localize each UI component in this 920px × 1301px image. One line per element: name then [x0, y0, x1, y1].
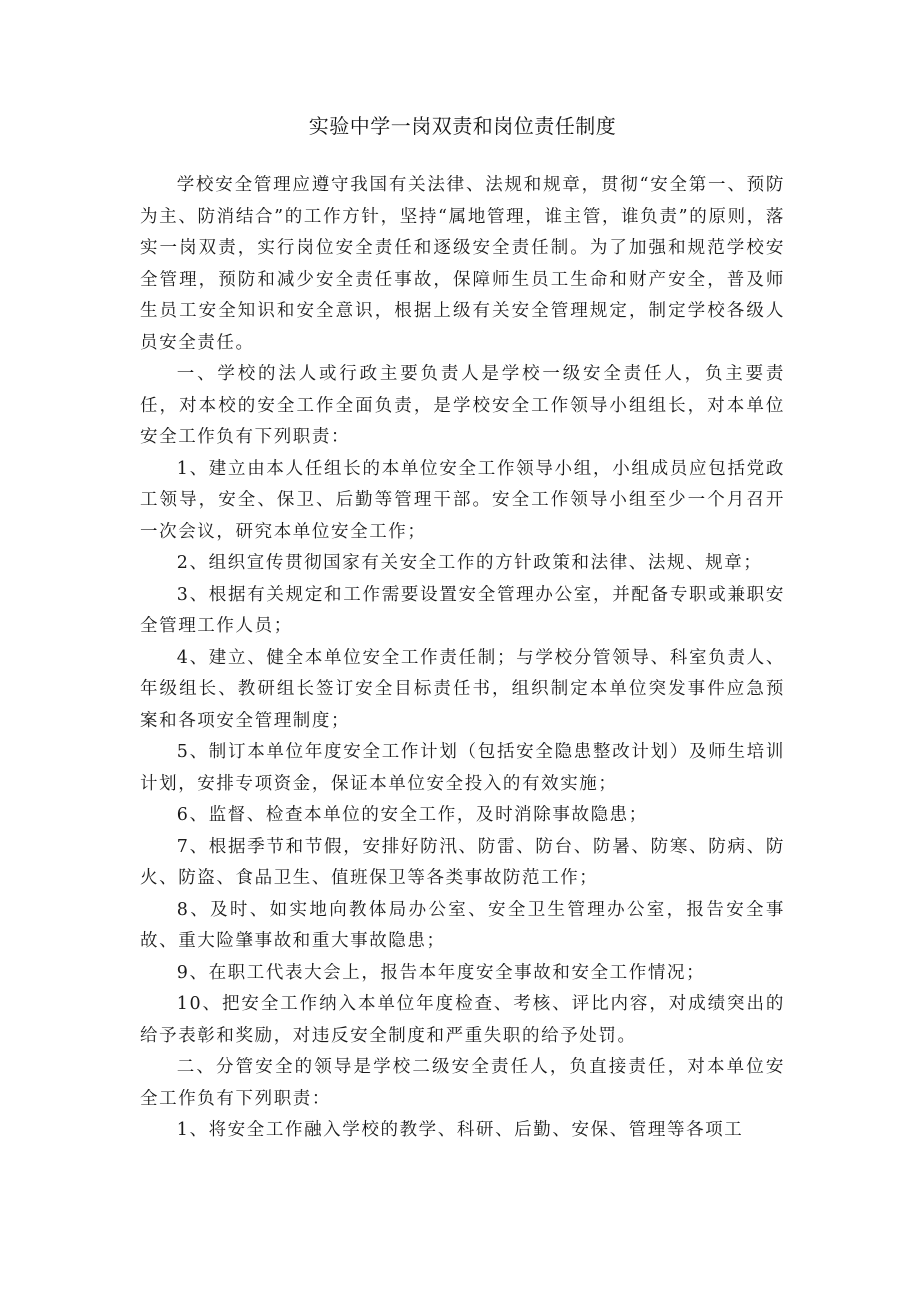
section-1-item-6: 6、监督、检查本单位的安全工作，及时消除事故隐患； [176, 805, 648, 825]
document-page [140, 106, 785, 1147]
section-1-item-4: 4、建立、健全本单位安全工作责任制；与学校分管领导、科室负责人、年级组长、教研组长签订安全目标责任书，组织制定本单位突发事件应急预案和各项安全管理制度； [140, 647, 785, 731]
section-1-item-9: 9、在职工代表大会上，报告本年度安全事故和安全工作情况； [176, 962, 706, 983]
section-1-item-5: 5、制订本单位年度安全工作计划（包括安全隐患整改计划）及师生培训计划，安排专项资金，保证本单位安全投入的有效实施； [140, 742, 785, 794]
section-1-item-2: 2、组织宣传贯彻国家有关安全工作的方针政策和法律、法规、规章； [176, 553, 763, 573]
section-2-heading-paragraph: 二、分管安全的领导是学校二级安全责任人，负直接责任，对本单位安全工作负有下列职责： [140, 1057, 785, 1109]
section-1-item-3: 3、根据有关规定和工作需要设置安全管理办公室，并配备专职或兼职安全管理工作人员； [140, 584, 785, 636]
intro-paragraph: 学校安全管理应遵守我国有关法律、法规和规章，贯彻“安全第一、预防为主、防消结合”的工作方针，坚持“属地管理，谁主管，谁负责”的原则，落实一岗双责，实行岗位安全责任和逐级安全责任制。为了加强和规范学校安全管理，预防和减少安全责任事故，保障师生员工生命和财产安全，普及师生员工安全知识和安全意识，根据上级有关安全管理规定，制定学校各级人员安全责任。 [140, 175, 785, 353]
section-1-item-10: 10、把安全工作纳入本单位年度检查、考核、评比内容，对成绩突出的给予表彰和奖励，对违反安全制度和严重失职的给予处罚。 [140, 994, 785, 1046]
section-1-item-7: 7、根据季节和节假，安排好防汛、防雷、防台、防暑、防寒、防病、防火、防盗、食品卫生、值班保卫等各类事故防范工作； [140, 836, 785, 888]
section-1-item-1: 1、建立由本人任组长的本单位安全工作领导小组，小组成员应包括党政工领导，安全、保卫、后勤等管理干部。安全工作领导小组至少一个月召开一次会议，研究本单位安全工作； [140, 458, 785, 542]
section-2-item-1: 1、将安全工作融入学校的教学、科研、后勤、安保、管理等各项工 [176, 1120, 744, 1140]
section-1-heading-paragraph: 一、学校的法人或行政主要负责人是学校一级安全责任人，负主要责任，对本校的安全工作全面负责，是学校安全工作领导小组组长，对本单位安全工作负有下列职责： [140, 364, 785, 447]
section-1-item-8: 8、及时、如实地向教体局办公室、安全卫生管理办公室，报告安全事故、重大险肇事故和重大事故隐患； [140, 899, 785, 951]
document-title: 实验中学一岗双责和岗位责任制度 [308, 114, 617, 138]
